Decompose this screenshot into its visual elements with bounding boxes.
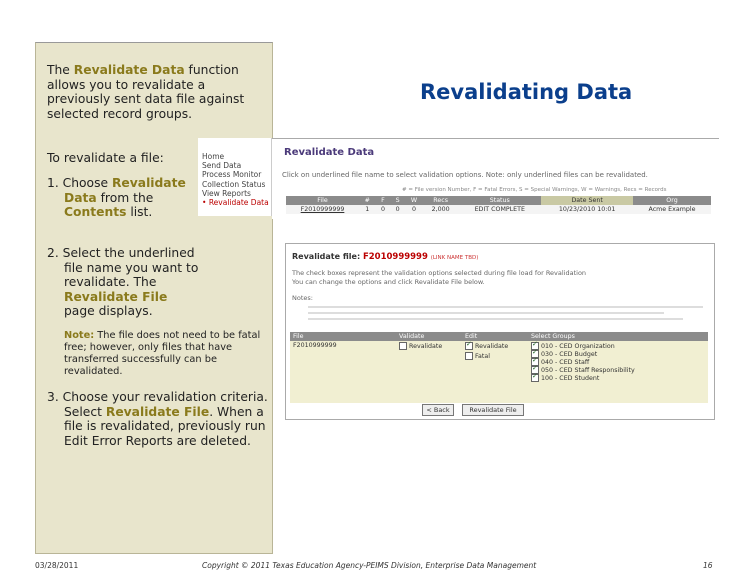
cell-date-sent: 10/23/2010 10:01 [541, 205, 633, 214]
contents-menu [198, 138, 272, 216]
intro-text: The Revalidate Data function allows you to revalidate a previously sent data file against selected record groups. [47, 63, 245, 121]
cell-special: 0 [390, 205, 405, 214]
cell-org: Acme Example [633, 205, 711, 214]
edit-fatal-checkbox[interactable] [465, 352, 473, 360]
col-org: Org [633, 196, 711, 205]
column-legend: # = File version Number, F = Fatal Errors, S = Special Warnings, W = Warnings, Recs = Records [402, 187, 667, 193]
validate-checkbox[interactable] [399, 342, 407, 350]
col-warnings: W [405, 196, 423, 205]
group-options: ✓010 - CED Organization ✓030 - CED Budget ✓040 - CED Staff ✓050 - CED Staff Responsibility ✓100 - CED Student [528, 341, 708, 403]
validation-options-table [290, 332, 708, 403]
edit-options: ✓ Revalidate Fatal [462, 341, 528, 403]
col-file: File [290, 332, 396, 341]
edit-revalidate-checkbox[interactable] [465, 342, 473, 350]
intro-rest: function allows you to revalidate a previously sent data file against selected record groups. [47, 63, 245, 121]
cell-fatal: 0 [376, 205, 391, 214]
cell-file: F2010999999 [290, 341, 396, 403]
step-3: 3. Choose your revalidation criteria. Select Revalidate File. When a file is revalidated, previously run Edit Error Reports are deleted. [47, 390, 268, 448]
col-select-groups: Select Groups [528, 332, 708, 341]
notes-label: Notes: [292, 294, 313, 302]
menu-item-view-reports[interactable]: View Reports [202, 188, 251, 198]
validate-option: Revalidate [396, 341, 462, 403]
cell-recs: 2,000 [423, 205, 458, 214]
notes-lines [308, 306, 703, 320]
menu-item-send-data[interactable]: Send Data [202, 161, 242, 171]
col-validate: Validate [396, 332, 462, 341]
footer-copyright: Copyright © 2011 Texas Education Agency-PEIMS Division, Enterprise Data Management [202, 561, 537, 570]
col-fatal: F [376, 196, 391, 205]
col-file: File [286, 196, 359, 205]
revalidate-instruction: Click on underlined file name to select validation options. Note: only underlined files can be revalidated. [282, 171, 648, 179]
col-edit: Edit [462, 332, 528, 341]
col-status: Status [458, 196, 541, 205]
table-row [290, 341, 708, 403]
col-version: # [359, 196, 376, 205]
page-number: 16 [703, 561, 713, 570]
files-table [286, 196, 711, 214]
note-text: Note: The file does not need to be fatal free; however, only files that have transferred successfully can be revalidated. [64, 330, 261, 377]
step-2: 2. Select the underlined file name you want to revalidate. The Revalidate File page displays. [47, 246, 199, 318]
revalidate-data-screen [272, 138, 719, 219]
col-date-sent[interactable]: Date Sent [541, 196, 633, 205]
revalidate-file-screen [285, 243, 715, 420]
revalidate-file-heading: Revalidate file: F2010999999 (LINK NAME TBD) [292, 252, 479, 262]
menu-item-collection-status[interactable]: Collection Status [202, 179, 266, 189]
revalidate-data-heading: Revalidate Data [284, 147, 375, 158]
cell-status: EDIT COMPLETE [458, 205, 541, 214]
group-checkbox[interactable] [531, 374, 539, 382]
cell-warnings: 0 [405, 205, 423, 214]
col-recs: Recs [423, 196, 458, 205]
step-1: 1. Choose Revalidate Data from the Contents list. [47, 176, 186, 219]
col-special: S [390, 196, 405, 205]
file-name: F2010999999 [362, 252, 428, 262]
footer-date: 03/28/2011 [35, 561, 79, 570]
how-to-text: To revalidate a file: [47, 151, 164, 165]
revalidate-file-button[interactable]: Revalidate File [462, 404, 524, 416]
menu-item-process-monitor[interactable]: Process Monitor [202, 170, 262, 180]
menu-item-revalidate-data[interactable]: • Revalidate Data [202, 198, 269, 208]
menu-item-home[interactable]: Home [202, 152, 225, 161]
slide-title: Revalidating Data [420, 80, 633, 104]
options-line-1: The check boxes represent the validation options selected during file load for Revalidation [292, 269, 587, 277]
file-link[interactable]: F2010999999 [286, 205, 359, 214]
table-row [286, 205, 711, 214]
cell-version: 1 [359, 205, 376, 214]
back-button[interactable]: < Back [422, 404, 454, 416]
options-line-2: You can change the options and click Revalidate File below. [292, 278, 485, 286]
